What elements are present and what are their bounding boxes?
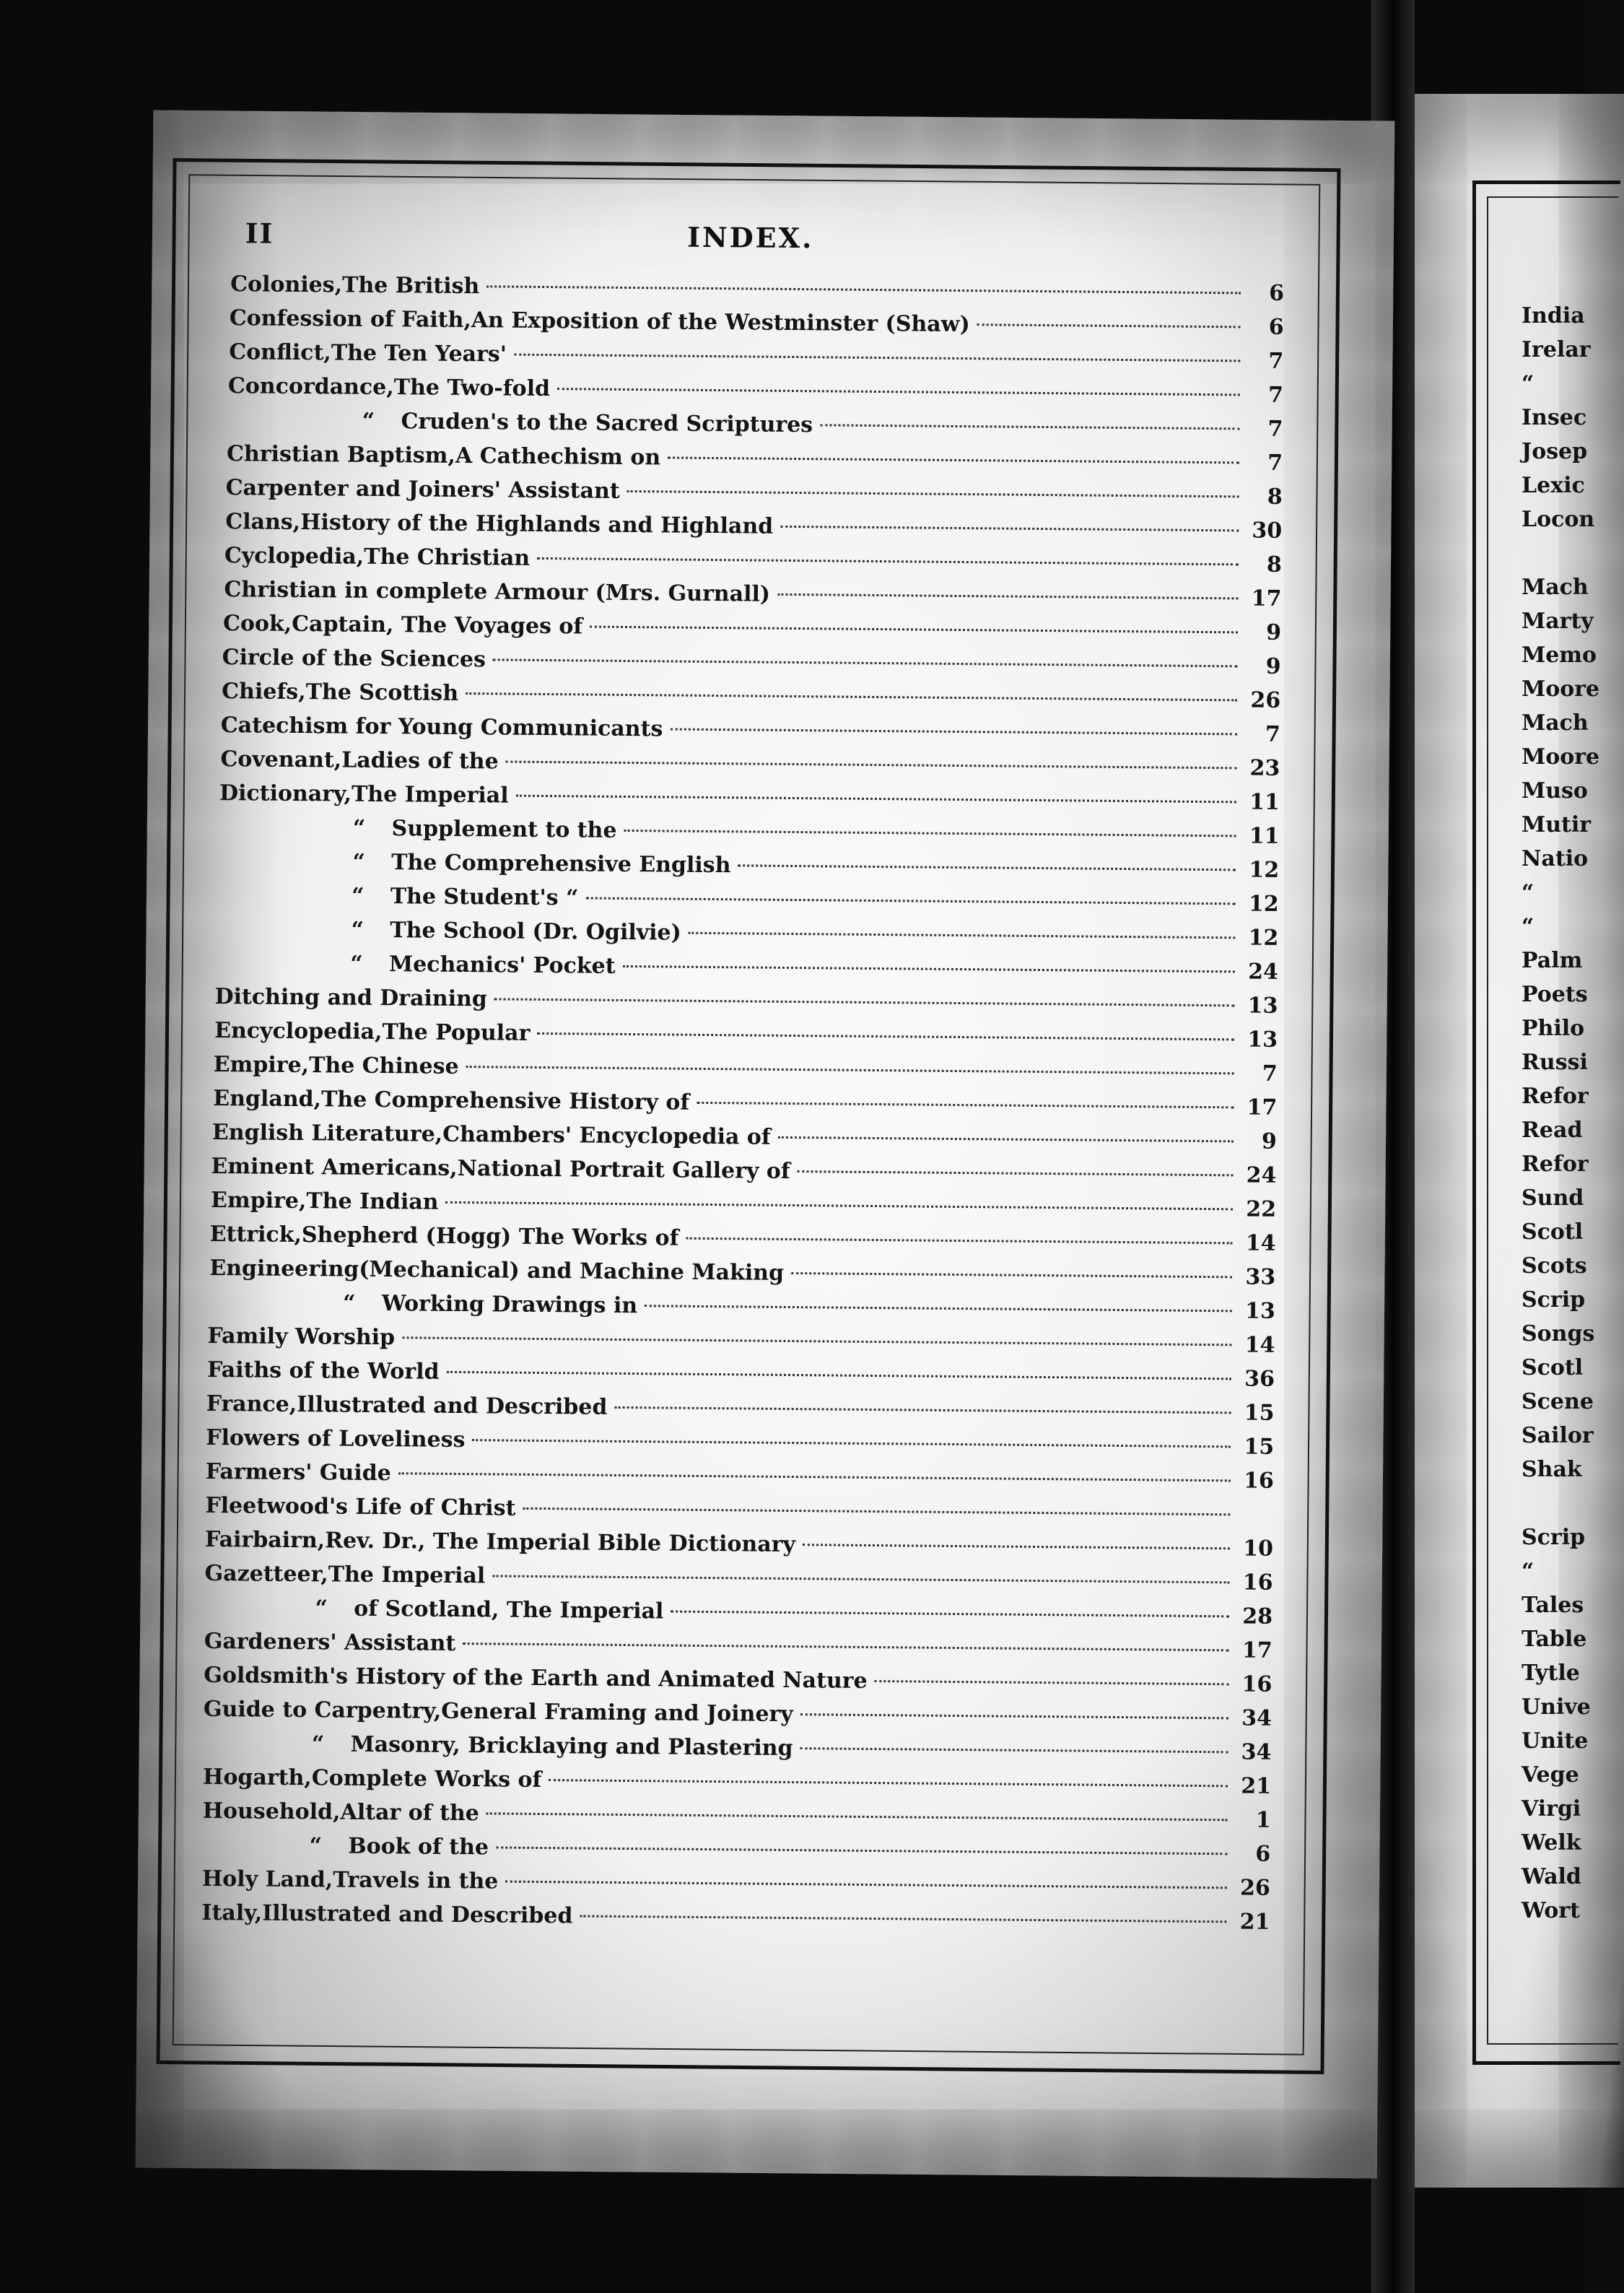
dot-leader xyxy=(627,490,1239,497)
entry-page-number: 10 xyxy=(1243,1536,1274,1562)
entry-page-number: 7 xyxy=(1268,348,1284,374)
entry-page-number: 30 xyxy=(1252,518,1283,544)
right-page-entry-fragment: Tytle xyxy=(1522,1661,1580,1686)
entry-page-number: 34 xyxy=(1241,1705,1272,1731)
entry-title: (Mechanical) and Machine Making xyxy=(359,1256,785,1286)
entry-title: Ladies of the xyxy=(341,747,499,775)
entry-page-number: 17 xyxy=(1251,586,1282,612)
entry-term: Fairbairn, xyxy=(204,1526,326,1554)
entry-title: Masonry, Bricklaying and Plastering xyxy=(350,1731,793,1762)
entry-title: The Christian xyxy=(364,544,531,571)
dot-leader xyxy=(492,1575,1229,1583)
entry-title: Shepherd (Hogg) The Works of xyxy=(301,1222,679,1251)
ditto-mark: “ xyxy=(311,1731,325,1757)
entry-page-number: 9 xyxy=(1261,1128,1278,1154)
dot-leader xyxy=(614,1406,1231,1414)
right-page-entries xyxy=(1522,303,1600,1932)
entry-term: English Literature, xyxy=(211,1119,443,1147)
entry-term: Catechism for Young Communicants xyxy=(220,713,663,742)
entry-page-number: 14 xyxy=(1244,1332,1275,1358)
entry-term: Ditching and Draining xyxy=(214,984,488,1012)
entry-title: National Portrait Gallery of xyxy=(457,1155,790,1184)
entry-term: Confession of Faith, xyxy=(229,305,472,334)
dot-leader xyxy=(494,998,1235,1006)
entry-page-number: 7 xyxy=(1267,382,1284,408)
right-page-entry-fragment: Unite xyxy=(1522,1728,1589,1754)
right-page-entry-fragment: Sund xyxy=(1522,1185,1584,1211)
dot-leader xyxy=(447,1371,1231,1380)
page-number: II xyxy=(245,217,274,250)
entry-page-number: 12 xyxy=(1249,857,1280,883)
entry-page-number: 1 xyxy=(1255,1807,1271,1833)
right-page-entry-fragment: Read xyxy=(1522,1118,1583,1143)
right-page-entry-fragment: Scotl xyxy=(1522,1219,1584,1245)
right-page-entry-fragment: Muso xyxy=(1522,778,1588,804)
dot-leader xyxy=(645,1305,1232,1312)
right-page-entry-fragment: Marty xyxy=(1522,609,1594,634)
entry-title: The School (Dr. Ogilvie) xyxy=(390,918,681,946)
dot-leader xyxy=(668,456,1239,464)
right-page-entry-fragment: India xyxy=(1522,303,1585,328)
entry-title: A Cathechism on xyxy=(455,443,661,471)
entry-page-number: 24 xyxy=(1248,959,1279,985)
entry-term: Circle of the Sciences xyxy=(222,645,486,673)
entry-page-number: 26 xyxy=(1250,687,1281,713)
entry-page-number: 8 xyxy=(1267,484,1283,510)
dot-leader xyxy=(803,1544,1230,1549)
entry-term: Concordance, xyxy=(227,373,394,401)
entry-page-number: 6 xyxy=(1268,314,1284,340)
entry-term: Flowers of Loveliness xyxy=(206,1424,466,1453)
page-title: INDEX. xyxy=(687,220,814,255)
entry-page-number: 7 xyxy=(1267,450,1283,476)
entry-page-number: 16 xyxy=(1242,1570,1273,1596)
dot-leader xyxy=(780,526,1239,532)
entry-term: Eminent Americans, xyxy=(211,1153,458,1181)
entry-page-number: 24 xyxy=(1246,1162,1277,1188)
ditto-mark: “ xyxy=(309,1833,323,1859)
right-page-entry-fragment: Josep xyxy=(1522,439,1588,464)
right-page-entry-fragment: Songs xyxy=(1522,1321,1595,1346)
entry-title: The Comprehensive English xyxy=(391,850,731,879)
right-page-entry-fragment: Vege xyxy=(1522,1762,1579,1788)
index-content xyxy=(201,217,1285,2002)
right-page-entry-fragment: Locon xyxy=(1522,507,1595,532)
entry-term: Colonies, xyxy=(230,271,343,298)
entry-term: Covenant, xyxy=(220,747,342,773)
right-page-entry-fragment: “ xyxy=(1522,880,1534,905)
entry-title: The Scottish xyxy=(305,679,459,706)
entry-page-number: 17 xyxy=(1247,1095,1278,1121)
entry-title: The Imperial xyxy=(351,781,509,809)
right-page-entry-fragment: Insec xyxy=(1522,405,1587,430)
dot-leader xyxy=(686,1237,1233,1245)
dot-leader xyxy=(506,761,1237,770)
dot-leader xyxy=(486,1812,1228,1821)
entry-page-number: 21 xyxy=(1241,1773,1272,1799)
dot-leader xyxy=(798,1170,1234,1176)
entry-title: Complete Works of xyxy=(311,1765,542,1793)
entry-title: The British xyxy=(341,272,480,300)
right-page-entry-fragment: Scrip xyxy=(1522,1525,1586,1550)
dot-leader xyxy=(463,1642,1229,1651)
entry-term: Ettrick, xyxy=(209,1221,302,1248)
entry-term: Hogarth, xyxy=(202,1764,312,1791)
ditto-mark: “ xyxy=(350,951,363,977)
entry-term: England, xyxy=(213,1086,322,1113)
dot-leader xyxy=(671,1611,1229,1618)
right-page-entry-fragment: Wort xyxy=(1522,1898,1580,1923)
entry-page-number: 13 xyxy=(1247,993,1278,1019)
ditto-mark: “ xyxy=(343,1290,356,1316)
entry-title: Illustrated and Described xyxy=(262,1900,573,1929)
entry-term: Engineering xyxy=(209,1255,359,1282)
entry-term: Faiths of the World xyxy=(206,1357,440,1385)
entry-page-number: 6 xyxy=(1269,280,1285,306)
dot-leader xyxy=(778,1136,1234,1143)
entry-page-number: 22 xyxy=(1246,1196,1277,1222)
right-page-entry-fragment: Mach xyxy=(1522,710,1589,736)
dot-leader xyxy=(689,932,1236,939)
dot-leader xyxy=(537,1032,1234,1040)
entry-term: Cook, xyxy=(222,611,292,637)
right-page-entry-fragment: Scrip xyxy=(1522,1287,1586,1313)
right-page-entry-fragment: Poets xyxy=(1522,982,1588,1007)
dot-leader xyxy=(977,323,1241,328)
entry-term: Farmers' Guide xyxy=(205,1458,391,1487)
entry-term: Cyclopedia, xyxy=(224,543,364,570)
dot-leader xyxy=(523,1507,1230,1516)
entry-term: Empire, xyxy=(213,1052,310,1079)
entry-title: Supplement to the xyxy=(391,816,617,843)
dot-leader xyxy=(472,1439,1231,1448)
entry-term: Empire, xyxy=(210,1187,307,1214)
dot-leader xyxy=(557,388,1240,396)
entry-page-number: 11 xyxy=(1249,789,1280,815)
dot-leader xyxy=(738,864,1236,871)
right-page-entry-fragment: Sailor xyxy=(1522,1423,1594,1448)
entry-page-number: 8 xyxy=(1266,552,1282,578)
entry-page-number: 26 xyxy=(1239,1875,1271,1901)
entry-page-number: 15 xyxy=(1244,1434,1275,1460)
entry-title: Travels in the xyxy=(333,1867,499,1894)
entry-term: Gardeners' Assistant xyxy=(204,1628,456,1656)
right-page-entry-fragment: “ xyxy=(1522,371,1534,396)
entry-page-number: 13 xyxy=(1244,1298,1275,1324)
entry-title: The Two-fold xyxy=(393,375,551,402)
entry-title: General Framing and Joinery xyxy=(441,1698,793,1728)
right-page-entry-fragment: Philo xyxy=(1522,1016,1585,1041)
dot-leader xyxy=(496,1846,1227,1855)
entry-page-number: 16 xyxy=(1243,1468,1274,1494)
entry-title: Cruden's to the Sacred Scriptures xyxy=(401,409,813,438)
entry-page-number: 16 xyxy=(1241,1671,1272,1697)
entry-title: Chambers' Encyclopedia of xyxy=(442,1121,771,1150)
dot-leader xyxy=(800,1747,1228,1753)
entry-title: Captain, The Voyages of xyxy=(292,611,583,640)
entry-title: Book of the xyxy=(348,1833,489,1861)
right-page-entry-fragment: Shak xyxy=(1522,1457,1582,1482)
entry-term: France, xyxy=(206,1391,297,1418)
entry-term: Household, xyxy=(202,1798,341,1825)
dot-leader xyxy=(537,557,1239,565)
right-page-entry-fragment: Scotl xyxy=(1522,1355,1584,1380)
right-page-entry-fragment: Irelar xyxy=(1522,337,1591,362)
entry-title: The Student's “ xyxy=(390,884,579,911)
entry-page-number: 9 xyxy=(1265,619,1282,645)
entry-title: of Scotland, The Imperial xyxy=(354,1596,664,1624)
entry-page-number: 14 xyxy=(1245,1230,1276,1256)
dot-leader xyxy=(549,1779,1228,1787)
right-page-entry-fragment: Unive xyxy=(1522,1694,1591,1720)
dot-leader xyxy=(875,1680,1229,1685)
right-page-entry-fragment: Mutir xyxy=(1522,812,1592,837)
dot-leader xyxy=(466,1066,1234,1074)
dot-leader xyxy=(585,897,1235,905)
entry-term: Family Worship xyxy=(207,1323,396,1351)
right-page-entry-fragment: Welk xyxy=(1522,1830,1581,1855)
entry-title: The Chinese xyxy=(308,1053,459,1079)
dot-leader xyxy=(402,1336,1231,1346)
entry-term: Clans, xyxy=(225,509,301,536)
right-page-entry-fragment: Tales xyxy=(1522,1593,1584,1618)
right-page-entry-fragment: Scene xyxy=(1522,1389,1594,1414)
right-page-entry-fragment: Wald xyxy=(1522,1864,1581,1889)
entry-title: Rev. Dr., The Imperial Bible Dictionary xyxy=(325,1528,796,1558)
dot-leader xyxy=(697,1102,1234,1108)
right-page-entry-fragment: Lexic xyxy=(1522,473,1585,498)
entry-title: An Exposition of the Westminster (Shaw) xyxy=(471,308,970,338)
entry-title: The Popular xyxy=(382,1019,531,1046)
dot-leader xyxy=(486,285,1241,294)
entry-title: The Imperial xyxy=(328,1562,486,1589)
entry-page-number: 9 xyxy=(1265,653,1281,679)
right-page-entry-fragment xyxy=(1522,541,1586,575)
entry-page-number: 23 xyxy=(1249,755,1280,781)
entry-term: Fleetwood's Life of Christ xyxy=(205,1492,516,1521)
entry-page-number: 7 xyxy=(1262,1061,1278,1087)
entry-term: Christian Baptism, xyxy=(226,441,456,469)
right-page-entry-fragment: Moore xyxy=(1522,744,1600,770)
right-page-entry-fragment: “ xyxy=(1522,914,1534,939)
entry-term: Italy, xyxy=(201,1900,263,1926)
right-page-entry-fragment: Russi xyxy=(1522,1050,1588,1075)
ditto-mark: “ xyxy=(352,815,366,841)
entry-page-number: 7 xyxy=(1265,721,1280,747)
right-page-entry-fragment: Palm xyxy=(1522,948,1583,973)
dot-leader xyxy=(493,658,1238,667)
entry-title: Mechanics' Pocket xyxy=(388,952,616,979)
index-entries xyxy=(201,271,1284,1944)
dot-leader xyxy=(516,795,1236,804)
entry-term: Gazetteer, xyxy=(204,1560,328,1588)
entry-page-number: 34 xyxy=(1241,1739,1272,1765)
entry-title: The Indian xyxy=(306,1188,439,1215)
right-page-entry-fragment: Refor xyxy=(1522,1084,1589,1109)
page-header xyxy=(216,217,1284,269)
entry-page-number: 12 xyxy=(1248,891,1279,917)
entry-term: Conflict, xyxy=(229,339,331,366)
right-page-entry-fragment: Mach xyxy=(1522,575,1589,600)
dot-leader xyxy=(398,1472,1231,1481)
entry-page-number: 12 xyxy=(1248,925,1279,951)
right-page-entry-fragment: Refor xyxy=(1522,1152,1589,1177)
dot-leader xyxy=(446,1201,1234,1211)
dot-leader xyxy=(820,424,1239,430)
right-page-entry-fragment xyxy=(1522,1491,1586,1525)
entry-term: Chiefs, xyxy=(222,679,306,705)
ditto-mark: “ xyxy=(362,408,375,434)
entry-page-number: 7 xyxy=(1267,416,1283,442)
dot-leader xyxy=(590,626,1238,634)
entry-page-number: 33 xyxy=(1245,1264,1276,1290)
dot-leader xyxy=(624,830,1236,837)
dot-leader xyxy=(623,965,1235,973)
entry-title: Illustrated and Described xyxy=(297,1392,608,1420)
entry-page-number: 15 xyxy=(1244,1400,1275,1426)
entry-title: Working Drawings in xyxy=(381,1291,638,1319)
dot-leader xyxy=(800,1713,1228,1719)
entry-term: Christian in complete Armour (Mrs. Gurnall) xyxy=(224,577,771,607)
right-page-entry-fragment: Scots xyxy=(1522,1253,1587,1279)
right-page-entry-fragment: “ xyxy=(1522,1559,1534,1584)
entry-term: Holy Land, xyxy=(201,1866,333,1893)
entry-page-number: 6 xyxy=(1255,1841,1271,1867)
right-page-entry-fragment: Table xyxy=(1522,1627,1587,1652)
dot-leader xyxy=(791,1272,1232,1278)
dot-leader xyxy=(505,1881,1227,1889)
right-page-entry-fragment: Virgi xyxy=(1522,1796,1581,1822)
entry-page-number: 11 xyxy=(1249,823,1280,849)
ditto-mark: “ xyxy=(315,1596,328,1622)
entry-page-number: 21 xyxy=(1239,1909,1270,1935)
entry-term: Goldsmith's History of the Earth and Animated Nature xyxy=(204,1662,868,1694)
dot-leader xyxy=(514,354,1240,362)
entry-title: The Ten Years' xyxy=(331,340,507,367)
right-page-entry-fragment: Memo xyxy=(1522,643,1597,668)
dot-leader xyxy=(466,692,1237,701)
entry-page-number: 36 xyxy=(1244,1366,1275,1392)
entry-title: History of the Highlands and Highland xyxy=(300,510,774,539)
entry-term: Carpenter and Joiners' Assistant xyxy=(225,475,620,504)
ditto-mark: “ xyxy=(352,883,364,909)
entry-term: Encyclopedia, xyxy=(214,1018,383,1045)
entry-title: Altar of the xyxy=(340,1799,479,1827)
entry-page-number: 17 xyxy=(1241,1637,1272,1663)
right-page-entry-fragment: Moore xyxy=(1522,676,1600,702)
right-page-entry-fragment: Natio xyxy=(1522,846,1589,871)
ditto-mark: “ xyxy=(351,917,364,943)
entry-page-number: 28 xyxy=(1242,1604,1273,1630)
entry-term: Guide to Carpentry, xyxy=(203,1696,442,1724)
entry-title: The Comprehensive History of xyxy=(320,1087,690,1115)
dot-leader xyxy=(580,1915,1226,1923)
entry-term: Dictionary, xyxy=(219,780,352,807)
ditto-mark: “ xyxy=(352,849,365,875)
entry-page-number: 13 xyxy=(1247,1027,1278,1053)
dot-leader xyxy=(670,728,1236,736)
dot-leader xyxy=(777,593,1238,600)
